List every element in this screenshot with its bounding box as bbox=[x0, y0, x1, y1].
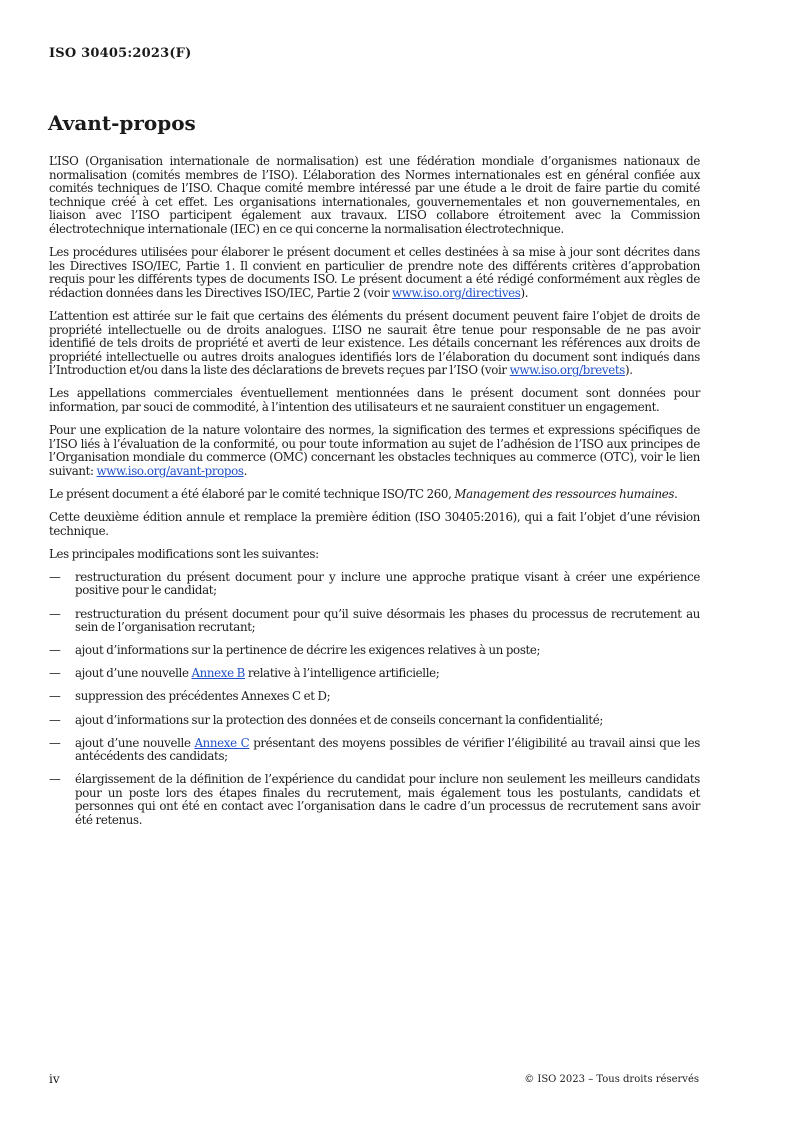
directives-link[interactable]: www.iso.org/directives bbox=[392, 285, 521, 300]
list-item-text: ajout d’une nouvelle bbox=[75, 735, 195, 750]
list-item bbox=[49, 571, 700, 598]
patents-link[interactable]: www.iso.org/brevets bbox=[509, 363, 625, 378]
paragraph-text: Pour une explication de la nature volontaire des normes, la signification des termes et expressions spécifiques de l’ISO liés à l’évaluation de la conformité, ou pour toute information au sujet de l’adhésion de l’ISO aux principes de l’Organisation mondiale du commerce (OMC) concernant les obstacles techniques au commerce (OTC), voir le lien suivant: bbox=[49, 423, 700, 478]
paragraph-trade-names: Les appellations commerciales éventuellement mentionnées dans le présent document sont données pour information, par souci de commodité, à l’intention des utilisateurs et ne sauraient constituer un engagement. bbox=[49, 386, 700, 414]
foreword-body bbox=[49, 155, 700, 837]
list-item bbox=[49, 773, 700, 827]
paragraph-procedures bbox=[49, 246, 700, 300]
page-number: iv bbox=[49, 1072, 60, 1086]
list-item-text: ajout d’informations sur la pertinence de décrire les exigences relatives à un poste; bbox=[75, 643, 541, 658]
committee-title: Management des ressources humaines bbox=[454, 486, 675, 501]
list-item bbox=[49, 667, 700, 681]
list-item-text: restructuration du présent document pour y inclure une approche pratique visant à créer une expérience positive pour le candidat; bbox=[75, 569, 700, 598]
list-item-text: ajout d’une nouvelle bbox=[75, 666, 192, 681]
paragraph-committee bbox=[49, 488, 700, 502]
document-identifier: ISO 30405:2023(F) bbox=[49, 46, 192, 61]
paragraph-text: L’attention est attirée sur le fait que certains des éléments du présent document peuvent faire l’objet de droits de propriété intellectuelle ou de droits analogues. L’ISO ne saurait être tenue pour responsable de ne pas avoir identifié de tels droits de propriété et averti de leur existence. Les détails concernant les références aux droits de propriété intellectuelle ou autres droits analogues identifiés lors de l’élaboration du document sont indiqués dans l’Introduction et/ou dans la liste des déclarations de brevets reçues par l’ISO (voir bbox=[49, 308, 700, 378]
paragraph-text: ). bbox=[624, 363, 633, 378]
list-item-text: élargissement de la définition de l’expérience du candidat pour inclure non seulement les meilleurs candidats pour un poste lors des étapes finales du recrutement, mais également tous les postulants, candidats et personnes qui ont été en contact avec l’organisation dans le cadre d’un processus de recrutement sans avoir été retenus. bbox=[75, 772, 700, 828]
paragraph-text: . bbox=[243, 463, 247, 478]
dash-bullet: — bbox=[49, 606, 61, 621]
paragraph-text: . bbox=[674, 486, 678, 501]
paragraph-text: Les procédures utilisées pour élaborer le présent document et celles destinées à sa mise à jour sont décrites dans les Directives ISO/IEC, Partie 1. Il convient en particulier de prendre note des différents critères d’approbation requis pour les différents types de documents ISO. Le présent document a été rédigé conformément aux règles de rédaction données dans les Directives ISO/IEC, Partie 2 (voir bbox=[49, 245, 700, 300]
list-item-text: restructuration du présent document pour qu’il suive désormais les phases du processus de recrutement au sein de l’organisation recrutant; bbox=[75, 606, 700, 635]
paragraph-text: Le présent document a été élaboré par le comité technique ISO/TC 260, bbox=[49, 486, 455, 501]
dash-bullet: — bbox=[49, 735, 61, 750]
dash-bullet: — bbox=[49, 569, 61, 584]
paragraph-iso-organisation: L’ISO (Organisation internationale de normalisation) est une fédération mondiale d’organismes nationaux de normalisation (comités membres de l’ISO). L’élaboration des Normes internationales est en général confiée aux comités techniques de l’ISO. Chaque comité membre intéressé par une étude a le droit de faire partie du comité technique créé à cet effet. Les organisations internationales, gouvernementales et non gouvernementales, en liaison avec l’ISO participent également aux travaux. L’ISO collabore étroitement avec la Commission électrotechnique internationale (IEC) en ce qui concerne la normalisation électrotechnique. bbox=[49, 154, 700, 236]
dash-bullet: — bbox=[49, 712, 61, 727]
changes-list bbox=[49, 571, 700, 828]
list-item bbox=[49, 714, 700, 728]
dash-bullet: — bbox=[49, 666, 61, 681]
page-title: Avant-propos bbox=[48, 111, 196, 135]
list-item bbox=[49, 737, 700, 764]
annex-b-link[interactable]: Annexe B bbox=[191, 666, 245, 681]
annex-c-link[interactable]: Annexe C bbox=[194, 735, 250, 750]
paragraph-edition: Cette deuxième édition annule et remplace la première édition (ISO 30405:2016), qui a fait l’objet d’une révision technique. bbox=[49, 510, 700, 538]
paragraph-text: ). bbox=[520, 285, 529, 300]
dash-bullet: — bbox=[49, 643, 61, 658]
paragraph-patents bbox=[49, 310, 700, 378]
list-item-text: ajout d’informations sur la protection des données et de conseils concernant la confidentialité; bbox=[75, 712, 604, 727]
list-item-text: présentant des moyens possibles de vérifier l’éligibilité au travail ainsi que les antécédents des candidats; bbox=[75, 735, 700, 764]
list-item-text: relative à l’intelligence artificielle; bbox=[244, 666, 440, 681]
paragraph-voluntary-nature bbox=[49, 424, 700, 478]
dash-bullet: — bbox=[49, 689, 61, 704]
paragraph-changes-intro: Les principales modifications sont les suivantes: bbox=[49, 546, 319, 561]
list-item bbox=[49, 690, 700, 704]
list-item-text: suppression des précédentes Annexes C et D; bbox=[75, 689, 331, 704]
list-item bbox=[49, 644, 700, 658]
foreword-link[interactable]: www.iso.org/avant-propos bbox=[96, 463, 244, 478]
list-item bbox=[49, 608, 700, 635]
copyright-notice: © ISO 2023 – Tous droits réservés bbox=[524, 1074, 699, 1085]
dash-bullet: — bbox=[49, 772, 61, 787]
